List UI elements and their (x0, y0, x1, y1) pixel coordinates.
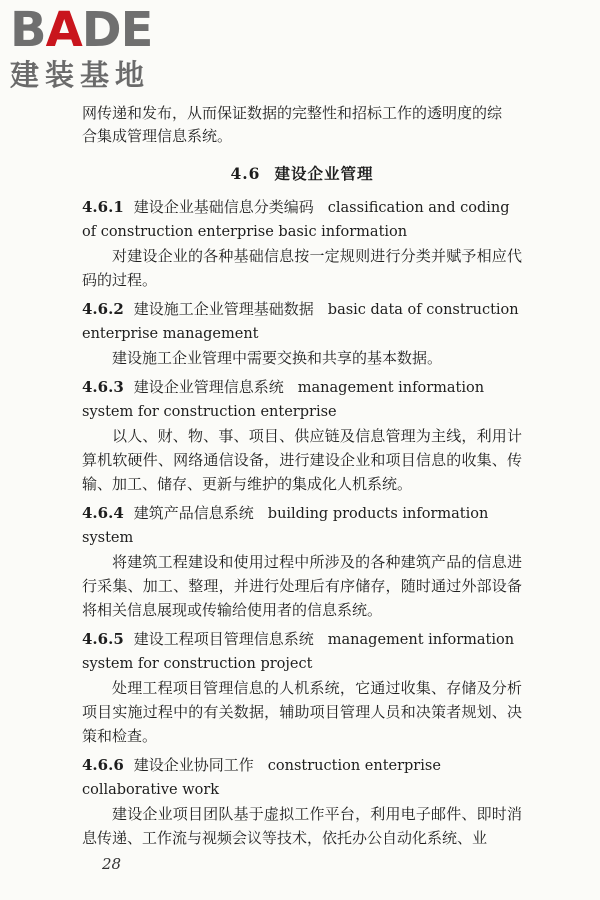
term-heading (82, 754, 522, 802)
term-en: construction enterprise collaborative work (82, 758, 441, 798)
logo-chinese-text: 建装基地 (10, 58, 151, 92)
page-content (82, 102, 522, 852)
term-definition: 建设企业项目团队基于虚拟工作平台，利用电子邮件、即时消息传递、工作流与视频会议等技术，依托办公自动化系统、业 (82, 805, 522, 847)
term-entry (82, 628, 522, 748)
term-en: basic data of construction enterprise management (82, 302, 519, 342)
term-heading (82, 298, 522, 346)
term-heading (82, 628, 522, 676)
term-definition: 对建设企业的各种基础信息按一定规则进行分类并赋予相应代码的过程。 (82, 247, 522, 289)
term-entry (82, 196, 522, 292)
term-definition: 将建筑工程建设和使用过程中所涉及的各种建筑产品的信息进行采集、加工、整理，并进行处理后有序储存，随时通过外部设备将相关信息展现或传输给使用者的信息系统。 (82, 553, 522, 619)
section-title: 建设企业管理 (274, 164, 374, 183)
term-heading (82, 196, 522, 244)
term-number: 4.6.6 (82, 756, 124, 774)
intro-line-2: 合集成管理信息系统。 (82, 127, 233, 145)
page-number: 28 (102, 855, 122, 873)
term-entry (82, 502, 522, 622)
term-en: building products information system (82, 506, 489, 546)
term-number: 4.6.5 (82, 630, 124, 648)
term-definition: 以人、财、物、事、项目、供应链及信息管理为主线，利用计算机软硬件、网络通信设备，进行建设企业和项目信息的收集、传输、加工、储存、更新与维护的集成化人机系统。 (82, 427, 522, 493)
term-heading (82, 502, 522, 550)
term-cn: 建设企业基础信息分类编码 (133, 198, 314, 216)
term-cn: 建设企业管理信息系统 (133, 378, 284, 396)
term-definition: 建设施工企业管理中需要交换和共享的基本数据。 (112, 349, 443, 367)
term-number: 4.6.3 (82, 378, 124, 396)
intro-line-1: 网传递和发布，从而保证数据的完整性和招标工作的透明度的综 (82, 104, 503, 122)
term-cn: 建设企业协同工作 (133, 756, 254, 774)
term-number: 4.6.4 (82, 504, 124, 522)
bade-logo (10, 4, 180, 92)
term-en: management information system for construction project (82, 632, 515, 672)
term-entry (82, 754, 522, 850)
term-en: classification and coding of construction enterprise basic information (82, 200, 510, 240)
term-definition: 处理工程项目管理信息的人机系统，它通过收集、存储及分析项目实施过程中的有关数据，辅助项目管理人员和决策者规划、决策和检查。 (82, 679, 522, 745)
term-entry (82, 298, 522, 370)
term-cn: 建设施工企业管理基础数据 (133, 300, 314, 318)
term-number: 4.6.2 (82, 300, 124, 318)
term-entry (82, 376, 522, 496)
term-en: management information system for construction enterprise (82, 380, 485, 420)
term-cn: 建设工程项目管理信息系统 (133, 630, 314, 648)
section-heading (82, 162, 522, 184)
term-cn: 建筑产品信息系统 (133, 504, 254, 522)
term-heading (82, 376, 522, 424)
logo-wordmark: BADE (10, 2, 153, 58)
section-number: 4.6 (230, 164, 261, 183)
term-number: 4.6.1 (82, 198, 124, 216)
